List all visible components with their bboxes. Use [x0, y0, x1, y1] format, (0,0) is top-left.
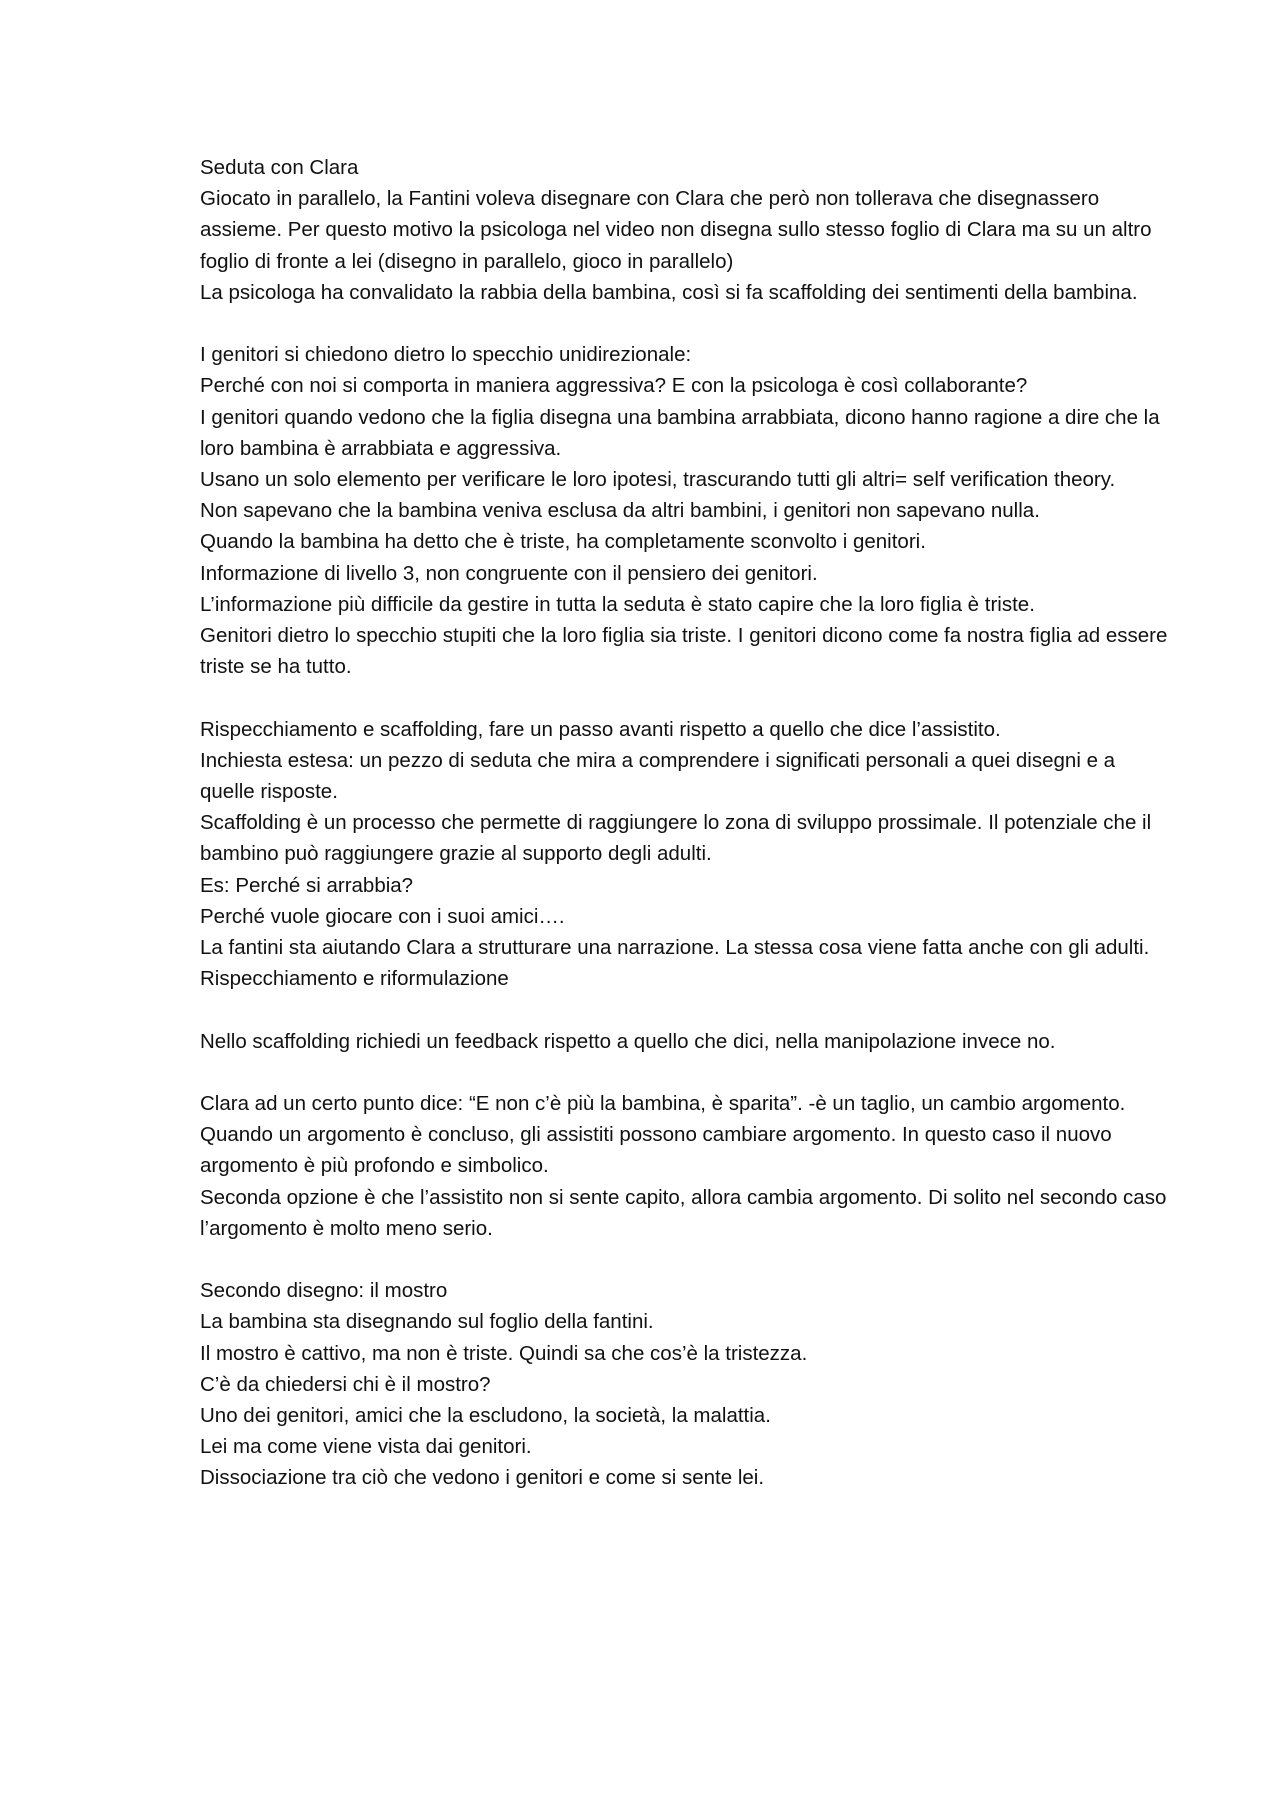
paragraph: Usano un solo elemento per verificare le loro ipotesi, trascurando tutti gli altri= self verification theory.	[200, 468, 1116, 492]
paragraph: Non sapevano che la bambina veniva esclusa da altri bambini, i genitori non sapevano nulla.	[200, 499, 1040, 523]
document-title: Seduta con Clara	[200, 156, 359, 179]
paragraph: Rispecchiamento e scaffolding, fare un passo avanti rispetto a quello che dice l’assistito.	[200, 717, 1001, 741]
blank-line	[200, 994, 1170, 1025]
paragraph: Quando la bambina ha detto che è triste, ha completamente sconvolto i genitori.	[200, 530, 926, 554]
section-heading: Secondo disegno: il mostro	[200, 1279, 448, 1303]
paragraph: Perché con noi si comporta in maniera aggressiva? E con la psicologa è così collaborante?	[200, 374, 1028, 398]
paragraph: La fantini sta aiutando Clara a strutturare una narrazione. La stessa cosa viene fatta anche con gli adulti.	[200, 936, 1150, 960]
blank-line	[200, 1057, 1170, 1088]
paragraph: Lei ma come viene vista dai genitori.	[200, 1435, 532, 1459]
paragraph: Inchiesta estesa: un pezzo di seduta che mira a comprendere i significati personali a quei disegni e a quelle risposte.	[200, 748, 1116, 804]
paragraph: I genitori quando vedono che la figlia disegna una bambina arrabbiata, dicono hanno ragione a dire che la loro bambina è arrabbiata e aggressiva.	[200, 405, 1160, 460]
paragraph: Quando un argomento è concluso, gli assistiti possono cambiare argomento. In questo caso il nuovo argomento è più profondo e simbolico.	[200, 1123, 1112, 1178]
paragraph: Nello scaffolding richiedi un feedback rispetto a quello che dici, nella manipolazione invece no.	[200, 1029, 1056, 1053]
paragraph: Clara ad un certo punto dice: “E non c’è più la bambina, è sparita”. -è un taglio, un cambio argomento.	[200, 1092, 1126, 1116]
document-body	[200, 152, 1170, 1494]
paragraph: Rispecchiamento e riformulazione	[200, 967, 509, 991]
paragraph: Scaffolding è un processo che permette di raggiungere lo zona di sviluppo prossimale. Il potenziale che il bambino può raggiungere grazie al supporto degli adulti.	[200, 811, 1152, 866]
paragraph: Genitori dietro lo specchio stupiti che la loro figlia sia triste. I genitori dicono come fa nostra figlia ad essere triste se ha tutto.	[200, 624, 1168, 679]
paragraph: Seconda opzione è che l’assistito non si sente capito, allora cambia argomento. Di solito nel secondo caso l’argomento è molto meno serio.	[200, 1185, 1167, 1240]
paragraph: I genitori si chiedono dietro lo specchio unidirezionale:	[200, 343, 692, 367]
paragraph: C’è da chiedersi chi è il mostro?	[200, 1372, 491, 1396]
paragraph: Dissociazione tra ciò che vedono i genitori e come si sente lei.	[200, 1466, 765, 1490]
paragraph: La bambina sta disegnando sul foglio della fantini.	[200, 1310, 654, 1334]
paragraph: Giocato in parallelo, la Fantini voleva disegnare con Clara che però non tollerava che disegnassero assieme. Per questo motivo la psicologa nel video non disegna sullo stesso foglio di Clara ma su un altro foglio di fronte a lei (disegno in parallelo, gioco in parallelo)	[200, 187, 1152, 273]
paragraph: Uno dei genitori, amici che la escludono, la società, la malattia.	[200, 1404, 771, 1428]
paragraph: Informazione di livello 3, non congruente con il pensiero dei genitori.	[200, 561, 818, 585]
blank-line	[200, 682, 1170, 713]
paragraph: L’informazione più difficile da gestire in tutta la seduta è stato capire che la loro figlia è triste.	[200, 592, 1035, 616]
blank-line	[200, 1244, 1170, 1275]
blank-line	[200, 308, 1170, 339]
paragraph: Es: Perché si arrabbia?	[200, 873, 414, 897]
paragraph: Perché vuole giocare con i suoi amici….	[200, 904, 565, 928]
paragraph: Il mostro è cattivo, ma non è triste. Quindi sa che cos’è la tristezza.	[200, 1341, 808, 1365]
paragraph: La psicologa ha convalidato la rabbia della bambina, così si fa scaffolding dei sentimenti della bambina.	[200, 280, 1138, 304]
